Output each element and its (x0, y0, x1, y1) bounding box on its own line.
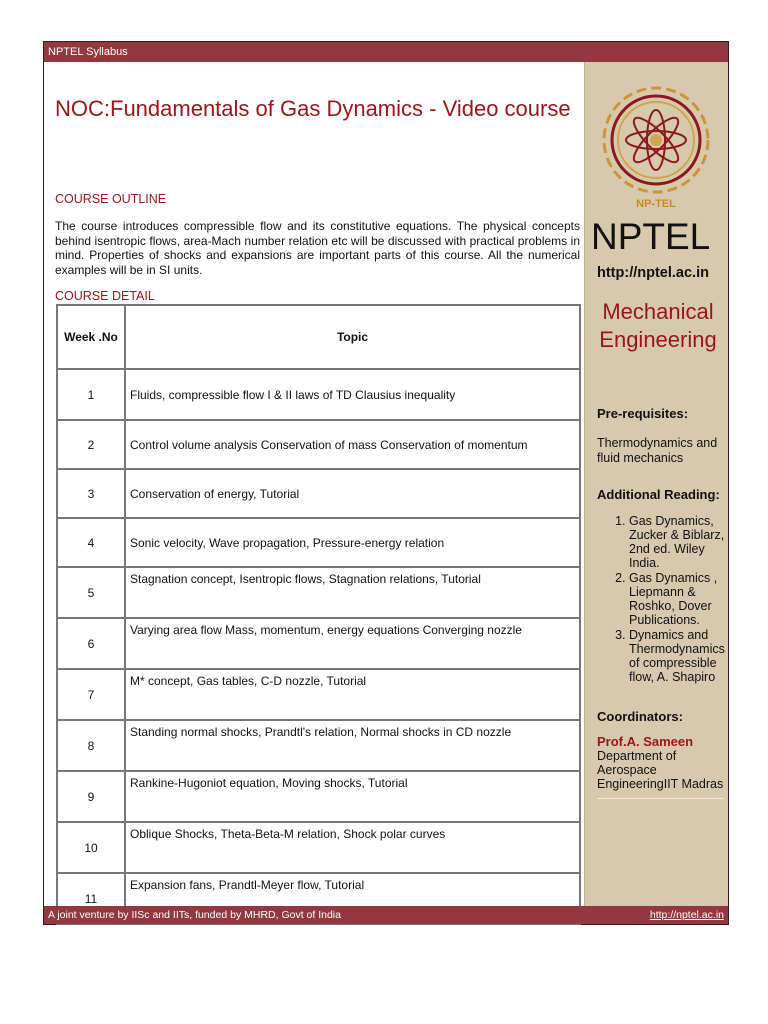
table-row (57, 618, 580, 669)
nptel-brand: NPTEL (591, 216, 711, 257)
week-number: 2 (57, 420, 125, 469)
header-label: NPTEL Syllabus (48, 46, 128, 58)
week-topic: Varying area flow Mass, momentum, energy equations Converging nozzle (125, 618, 580, 669)
week-topic: Conservation of energy, Tutorial (125, 469, 580, 518)
table-row (57, 567, 580, 618)
table-row (57, 420, 580, 469)
additional-reading-list (597, 514, 729, 685)
department-name: Mechanical Engineering (599, 299, 717, 352)
footer-text: A joint venture by IISc and IITs, funded by MHRD, Govt of India (48, 909, 341, 921)
table-row (57, 822, 580, 873)
week-topic: Control volume analysis Conservation of mass Conservation of momentum (125, 420, 580, 469)
table-row (57, 369, 580, 420)
week-number: 9 (57, 771, 125, 822)
main-content (44, 62, 583, 908)
logo-text: NP-TEL (636, 198, 676, 210)
week-topic: Oblique Shocks, Theta-Beta-M relation, Shock polar curves (125, 822, 580, 873)
table-row (57, 518, 580, 567)
week-number: 8 (57, 720, 125, 771)
week-topic: M* concept, Gas tables, C-D nozzle, Tutorial (125, 669, 580, 720)
week-number: 5 (57, 567, 125, 618)
week-number: 1 (57, 369, 125, 420)
nptel-url[interactable]: http://nptel.ac.in (597, 265, 709, 281)
coordinator-name: Prof.A. Sameen (597, 734, 694, 749)
prerequisites-heading: Pre-requisites: (597, 406, 689, 421)
table-row (57, 771, 580, 822)
table-row (57, 669, 580, 720)
list-item: 1. Gas Dynamics, Zucker & Biblarz, 2nd ed. Wiley India. (629, 514, 729, 570)
course-detail-table (56, 304, 581, 925)
table-header-row (57, 305, 580, 369)
week-number: 10 (57, 822, 125, 873)
list-item: 2. Gas Dynamics , Liepmann & Roshko, Dover Publications. (629, 571, 729, 627)
header-bar (44, 42, 728, 62)
list-item: 3. Dynamics and Thermodynamics of compressible flow, A. Shapiro (629, 628, 729, 684)
course-outline-heading: COURSE OUTLINE (55, 192, 167, 206)
week-topic: Rankine-Hugoniot equation, Moving shocks, Tutorial (125, 771, 580, 822)
week-number: 3 (57, 469, 125, 518)
divider (597, 798, 724, 799)
table-row (57, 720, 580, 771)
week-column-header: Week .No (57, 305, 125, 369)
sidebar (584, 62, 728, 908)
prerequisites-text: Thermodynamics and fluid mechanics (597, 436, 718, 465)
week-number: 4 (57, 518, 125, 567)
coordinator-department: Department of Aerospace EngineeringIIT Madras (597, 749, 724, 791)
week-number: 11 (57, 873, 125, 924)
table-row (57, 469, 580, 518)
footer-bar (44, 906, 728, 924)
course-title: NOC:Fundamentals of Gas Dynamics - Video course (55, 96, 571, 121)
syllabus-page (43, 41, 729, 925)
topic-column-header: Topic (125, 305, 580, 369)
additional-reading-heading: Additional Reading: (597, 487, 720, 502)
week-topic: Fluids, compressible flow I & II laws of TD Clausius inequality (125, 369, 580, 420)
coordinators-heading: Coordinators: (597, 709, 683, 724)
course-outline-text: The course introduces compressible flow and its constitutive equations. The physical concepts behind isentropic flows, area-Mach number relation etc will be discussed with practical problems in mind. Properties of shocks and expansions are important parts of this course. All the numerical examples will be in SI units. (55, 219, 580, 277)
nptel-logo (597, 80, 715, 210)
week-topic: Expansion fans, Prandtl-Meyer flow, Tutorial (125, 873, 580, 924)
week-topic: Standing normal shocks, Prandtl's relation, Normal shocks in CD nozzle (125, 720, 580, 771)
course-detail-heading: COURSE DETAIL (55, 289, 155, 303)
week-topic: Sonic velocity, Wave propagation, Pressure-energy relation (125, 518, 580, 567)
week-number: 7 (57, 669, 125, 720)
week-topic: Stagnation concept, Isentropic flows, Stagnation relations, Tutorial (125, 567, 580, 618)
footer-link[interactable]: http://nptel.ac.in (649, 909, 724, 921)
week-number: 6 (57, 618, 125, 669)
